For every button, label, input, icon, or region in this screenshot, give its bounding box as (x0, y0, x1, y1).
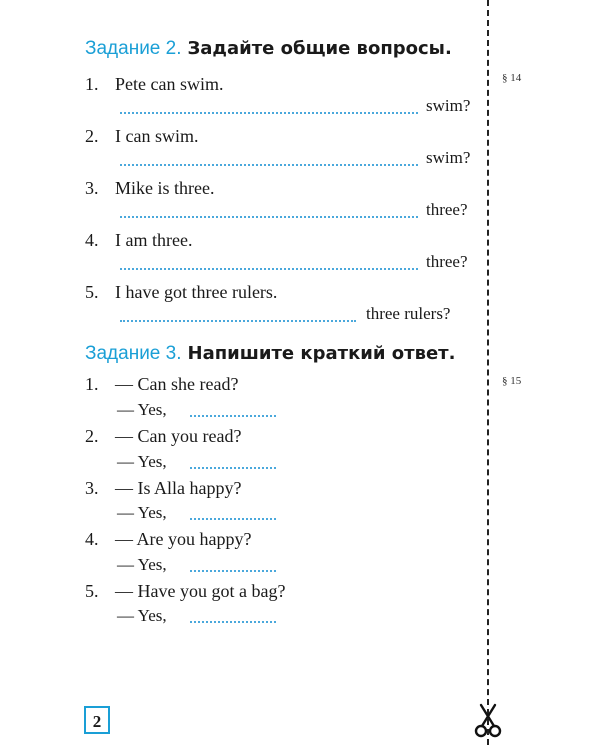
item-number: 4. (85, 529, 99, 549)
item-text: I have got three rulers. (115, 282, 278, 302)
answer-blank[interactable] (190, 415, 276, 417)
item-number: 5. (85, 282, 99, 302)
item-text: Mike is three. (115, 178, 215, 198)
task2-instruction: Задайте общие вопросы. (187, 38, 452, 59)
task3-label: Задание 3. (85, 343, 182, 364)
item-number: 3. (85, 478, 99, 498)
answer-blank[interactable] (190, 621, 276, 623)
task3-heading (85, 343, 455, 365)
answer-blank[interactable] (190, 570, 276, 572)
task2-label: Задание 2. (85, 38, 182, 59)
answer-blank[interactable] (120, 216, 418, 218)
item-question: — Have you got a bag? (115, 581, 286, 601)
answer-blank[interactable] (120, 164, 418, 166)
reply-prefix: — Yes, (117, 606, 167, 625)
scissors-icon (472, 702, 504, 740)
item-number: 2. (85, 426, 99, 446)
item-question: — Can you read? (115, 426, 242, 446)
task2-item-1 (85, 74, 223, 95)
page-number: 2 (84, 706, 110, 734)
task3-section-ref: § 15 (502, 375, 522, 387)
item-number: 3. (85, 178, 99, 198)
cut-line (487, 0, 489, 745)
task3-item-4 (85, 529, 251, 550)
item-number: 2. (85, 126, 99, 146)
item-question: — Can she read? (115, 374, 239, 394)
task3-item-5 (85, 581, 285, 602)
answer-blank[interactable] (120, 112, 418, 114)
item-ending: swim? (426, 148, 471, 167)
answer-blank[interactable] (190, 518, 276, 520)
reply-prefix: — Yes, (117, 555, 167, 574)
task2-item-3 (85, 178, 214, 199)
reply-prefix: — Yes, (117, 452, 167, 471)
answer-blank[interactable] (120, 268, 418, 270)
item-number: 4. (85, 230, 99, 250)
task3-item-2 (85, 426, 241, 447)
item-number: 1. (85, 74, 99, 94)
task3-item-1 (85, 374, 238, 395)
item-text: I am three. (115, 230, 193, 250)
item-question: — Are you happy? (115, 529, 252, 549)
item-number: 5. (85, 581, 99, 601)
task3-instruction: Напишите краткий ответ. (187, 343, 456, 364)
task2-section-ref: § 14 (502, 72, 522, 84)
task2-item-5 (85, 282, 277, 303)
item-ending: three? (426, 252, 468, 271)
item-text: I can swim. (115, 126, 199, 146)
item-question: — Is Alla happy? (115, 478, 242, 498)
item-ending: three? (426, 200, 468, 219)
reply-prefix: — Yes, (117, 503, 167, 522)
task2-item-4 (85, 230, 192, 251)
item-number: 1. (85, 374, 99, 394)
item-ending: three rulers? (366, 304, 451, 323)
item-text: Pete can swim. (115, 74, 224, 94)
answer-blank[interactable] (120, 320, 356, 322)
task3-item-3 (85, 478, 241, 499)
task2-heading (85, 38, 452, 60)
reply-prefix: — Yes, (117, 400, 167, 419)
item-ending: swim? (426, 96, 471, 115)
task2-item-2 (85, 126, 198, 147)
answer-blank[interactable] (190, 467, 276, 469)
